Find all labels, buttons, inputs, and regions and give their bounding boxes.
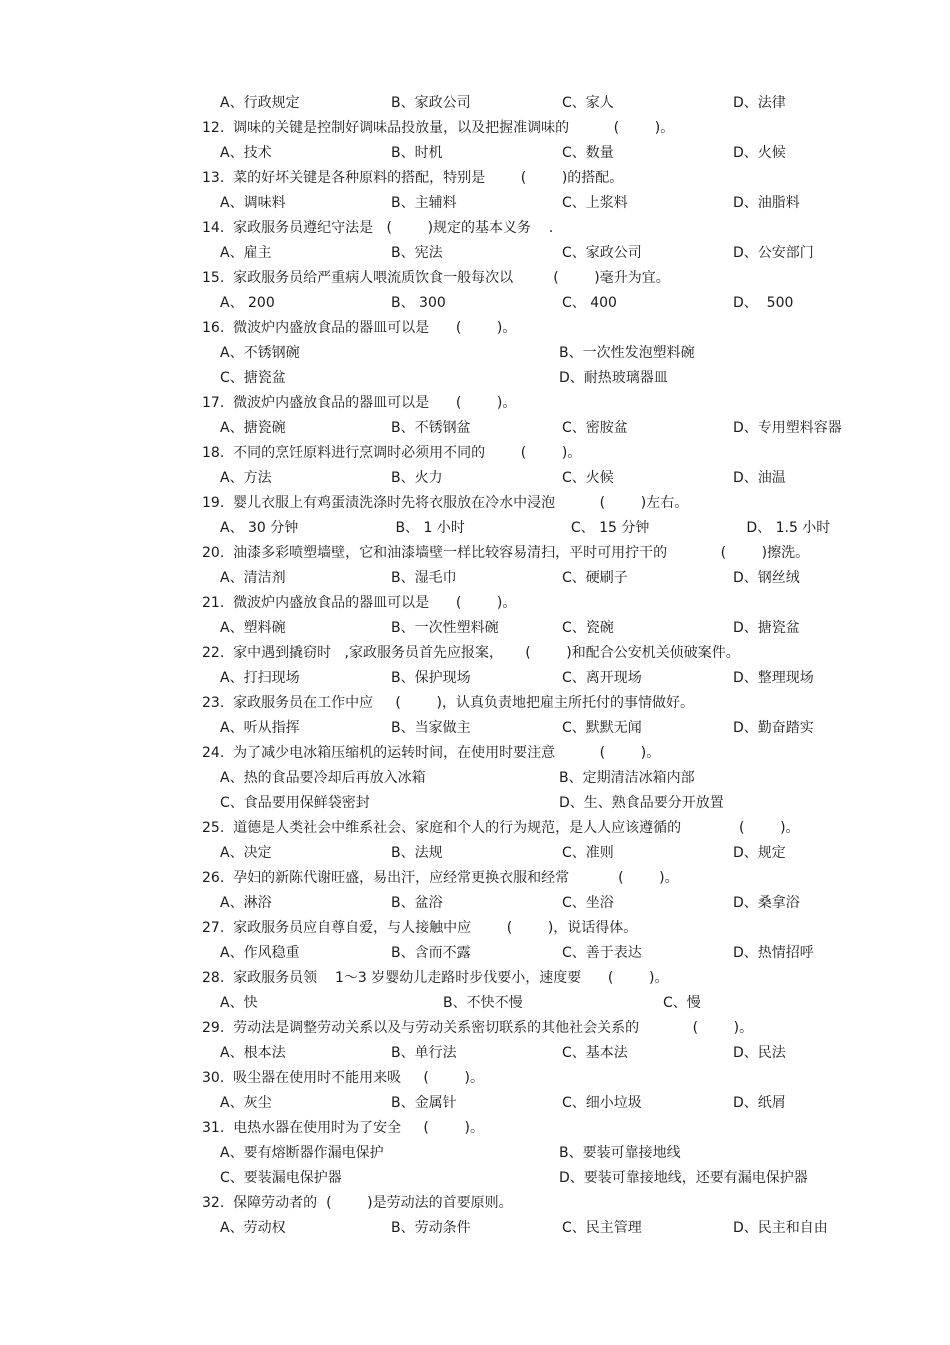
answer-option: A、打扫现场 — [220, 670, 300, 686]
answer-option: A、技术 — [220, 145, 272, 161]
answer-option: B、家政公司 — [391, 95, 471, 111]
answer-option: B、 300 — [391, 295, 446, 311]
answer-option: D、专用塑料容器 — [733, 420, 842, 436]
answer-option: B、含而不露 — [391, 945, 471, 961]
option-row — [0, 791, 950, 816]
answer-option: C、细小垃圾 — [562, 1095, 642, 1111]
question-text: 28. 家政服务员领 1～3 岁婴幼儿走路时步伐要小，速度要 ( )。 — [202, 970, 669, 986]
question-text: 15. 家政服务员给严重病人喂流质饮食一般每次以 ( )毫升为宜。 — [202, 270, 670, 286]
answer-option: C、硬刷子 — [562, 570, 628, 586]
answer-option: D、桑拿浴 — [733, 895, 800, 911]
answer-option: C、基本法 — [562, 1045, 628, 1061]
answer-option: B、要装可靠接地线 — [559, 1145, 681, 1161]
question-text: 12. 调味的关键是控制好调味品投放量，以及把握准调味的 ( )。 — [202, 120, 675, 136]
question-text: 17. 微波炉内盛放食品的器皿可以是 ( )。 — [202, 395, 517, 411]
answer-option: D、 1.5 小时 — [733, 520, 831, 536]
option-row — [0, 241, 950, 266]
question-text: 20. 油漆多彩喷塑墙壁，它和油漆墙壁一样比较容易清扫，平时可用拧干的 ( )擦洗。 — [202, 545, 810, 561]
option-row — [0, 566, 950, 591]
option-row — [0, 991, 950, 1016]
answer-option: C、坐浴 — [562, 895, 614, 911]
option-row — [0, 516, 950, 541]
answer-option: A、 200 — [220, 295, 275, 311]
option-row — [0, 191, 950, 216]
answer-option: B、 1 小时 — [391, 520, 465, 536]
answer-option: C、善于表达 — [562, 945, 642, 961]
answer-option: A、清洁剂 — [220, 570, 286, 586]
question-text: 32. 保障劳动者的 ( )是劳动法的首要原则。 — [202, 1195, 513, 1211]
answer-option: A、淋浴 — [220, 895, 272, 911]
option-row — [0, 1091, 950, 1116]
answer-option: B、湿毛巾 — [391, 570, 457, 586]
answer-option: A、调味料 — [220, 195, 286, 211]
option-row — [0, 841, 950, 866]
option-row — [0, 716, 950, 741]
answer-option: B、劳动条件 — [391, 1220, 471, 1236]
option-row — [0, 666, 950, 691]
answer-option: B、宪法 — [391, 245, 443, 261]
answer-option: C、食品要用保鲜袋密封 — [220, 795, 370, 811]
answer-option: A、根本法 — [220, 1045, 286, 1061]
option-row — [0, 466, 950, 491]
answer-option: D、火候 — [733, 145, 786, 161]
answer-option: B、一次性塑料碗 — [391, 620, 499, 636]
answer-option: D、生、熟食品要分开放置 — [559, 795, 724, 811]
answer-option: A、决定 — [220, 845, 272, 861]
answer-option: D、规定 — [733, 845, 786, 861]
option-row — [0, 366, 950, 391]
option-row — [0, 1141, 950, 1166]
answer-option: B、金属针 — [391, 1095, 457, 1111]
option-row — [0, 766, 950, 791]
answer-option: B、单行法 — [391, 1045, 457, 1061]
answer-option: C、 15 分钟 — [562, 520, 650, 536]
question-text: 26. 孕妇的新陈代谢旺盛，易出汗，应经常更换衣服和经常 ( )。 — [202, 870, 679, 886]
answer-option: C、离开现场 — [562, 670, 642, 686]
question-text: 21. 微波炉内盛放食品的器皿可以是 ( )。 — [202, 595, 517, 611]
answer-option: B、一次性发泡塑料碗 — [559, 345, 695, 361]
question-text: 24. 为了减少电冰箱压缩机的运转时间，在使用时要注意 ( )。 — [202, 745, 661, 761]
answer-option: C、 400 — [562, 295, 617, 311]
answer-option: B、法规 — [391, 845, 443, 861]
answer-option: D、勤奋踏实 — [733, 720, 814, 736]
question-text: 16. 微波炉内盛放食品的器皿可以是 ( )。 — [202, 320, 517, 336]
answer-option: D、钢丝绒 — [733, 570, 800, 586]
answer-option: B、不锈钢盆 — [391, 420, 471, 436]
answer-option: D、民主和自由 — [733, 1220, 828, 1236]
option-row — [0, 941, 950, 966]
answer-option: A、方法 — [220, 470, 272, 486]
answer-option: C、要装漏电保护器 — [220, 1170, 342, 1186]
answer-option: C、家人 — [562, 95, 614, 111]
answer-option: A、快 — [220, 995, 258, 1011]
answer-option: A、劳动权 — [220, 1220, 286, 1236]
answer-option: A、塑料碗 — [220, 620, 286, 636]
question-text: 31. 电热水器在使用时为了安全 ( )。 — [202, 1120, 484, 1136]
question-text: 27. 家政服务员应自尊自爱，与人接触中应 ( )，说话得体。 — [202, 920, 638, 936]
question-text: 19. 婴儿衣服上有鸡蛋渍洗涤时先将衣服放在冷水中浸泡 ( )左右。 — [202, 495, 689, 511]
answer-option: D、民法 — [733, 1045, 786, 1061]
option-row — [0, 1216, 950, 1241]
option-row — [0, 891, 950, 916]
answer-option: D、公安部门 — [733, 245, 814, 261]
answer-option: A、作风稳重 — [220, 945, 300, 961]
option-row — [0, 91, 950, 116]
question-text: 22. 家中遇到撬窃时 ,家政服务员首先应报案， ( )和配合公安机关侦破案件。 — [202, 645, 740, 661]
question-text: 14. 家政服务员遵纪守法是 ( )规定的基本义务 . — [202, 220, 554, 236]
answer-option: C、上浆料 — [562, 195, 628, 211]
answer-option: D、搪瓷盆 — [733, 620, 800, 636]
question-text: 23. 家政服务员在工作中应 ( )，认真负责地把雇主所托付的事情做好。 — [202, 695, 694, 711]
option-row — [0, 616, 950, 641]
answer-option: D、 500 — [733, 295, 794, 311]
answer-option: D、油脂料 — [733, 195, 800, 211]
answer-option: A、雇主 — [220, 245, 272, 261]
option-row — [0, 416, 950, 441]
exam-sheet — [0, 91, 950, 1241]
answer-option: A、灰尘 — [220, 1095, 272, 1111]
answer-option: C、民主管理 — [562, 1220, 642, 1236]
answer-option: A、搪瓷碗 — [220, 420, 286, 436]
answer-option: C、家政公司 — [562, 245, 642, 261]
option-row — [0, 141, 950, 166]
answer-option: D、油温 — [733, 470, 786, 486]
answer-option: A、听从指挥 — [220, 720, 300, 736]
option-row — [0, 291, 950, 316]
answer-option: B、定期清洁冰箱内部 — [559, 770, 695, 786]
question-text: 29. 劳动法是调整劳动关系以及与劳动关系密切联系的其他社会关系的 ( )。 — [202, 1020, 754, 1036]
answer-option: A、要有熔断器作漏电保护 — [220, 1145, 384, 1161]
answer-option: B、火力 — [391, 470, 443, 486]
answer-option: C、瓷碗 — [562, 620, 614, 636]
question-text: 18. 不同的烹饪原料进行烹调时必须用不同的 ( )。 — [202, 445, 582, 461]
answer-option: B、盆浴 — [391, 895, 443, 911]
answer-option: D、要装可靠接地线，还要有漏电保护器 — [559, 1170, 808, 1186]
answer-option: D、热情招呼 — [733, 945, 814, 961]
answer-option: D、耐热玻璃器皿 — [559, 370, 668, 386]
answer-option: A、不锈钢碗 — [220, 345, 300, 361]
answer-option: C、火候 — [562, 470, 614, 486]
answer-option: B、当家做主 — [391, 720, 471, 736]
question-text: 25. 道德是人类社会中维系社会、家庭和个人的行为规范，是人人应该遵循的 ( )。 — [202, 820, 800, 836]
question-text: 30. 吸尘器在使用时不能用来吸 ( )。 — [202, 1070, 484, 1086]
answer-option: B、时机 — [391, 145, 443, 161]
answer-option: A、热的食品要冷却后再放入冰箱 — [220, 770, 426, 786]
option-row — [0, 341, 950, 366]
answer-option: D、纸屑 — [733, 1095, 786, 1111]
answer-option: D、整理现场 — [733, 670, 814, 686]
answer-option: B、主辅料 — [391, 195, 457, 211]
answer-option: C、搪瓷盆 — [220, 370, 286, 386]
answer-option: C、默默无闻 — [562, 720, 642, 736]
option-row — [0, 1041, 950, 1066]
answer-option: A、 30 分钟 — [220, 520, 299, 536]
answer-option: C、准则 — [562, 845, 614, 861]
question-text: 13. 菜的好坏关键是各种原料的搭配，特别是 ( )的搭配。 — [202, 170, 624, 186]
answer-option: D、法律 — [733, 95, 786, 111]
answer-option: C、慢 — [663, 995, 701, 1011]
answer-option: C、数量 — [562, 145, 614, 161]
option-row — [0, 1166, 950, 1191]
answer-option: C、密胺盆 — [562, 420, 628, 436]
answer-option: B、保护现场 — [391, 670, 471, 686]
answer-option: A、行政规定 — [220, 95, 300, 111]
answer-option: B、不快不慢 — [443, 995, 523, 1011]
